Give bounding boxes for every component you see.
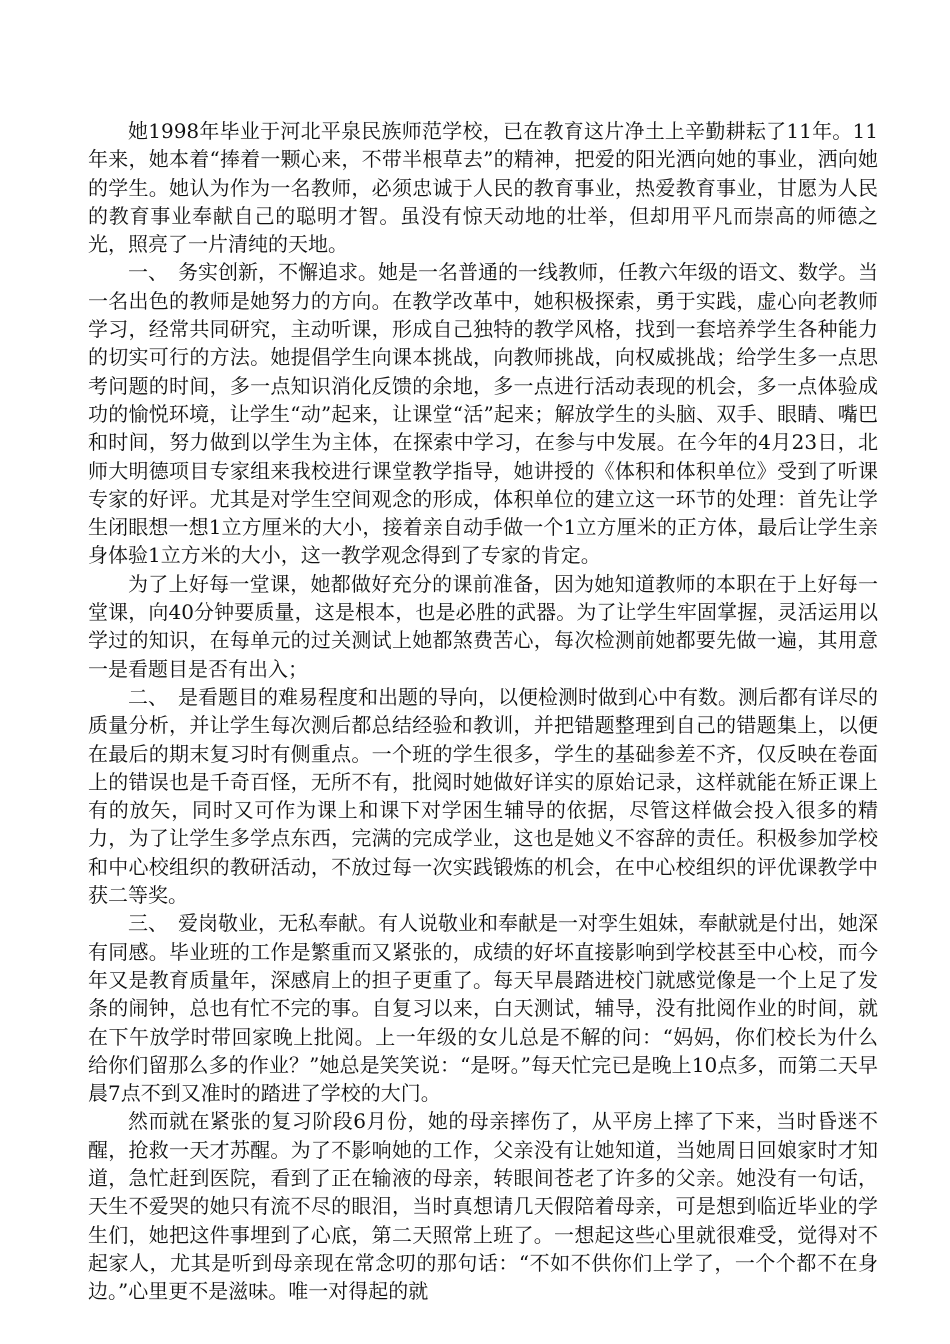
paragraph-lesson-preparation: 为了上好每一堂课，她都做好充分的课前准备，因为她知道教师的本职在于上好每一堂课，向40分钟要质量，这是根本，也是必胜的武器。为了让学生牢固掌握，灵活运用以学过的知识，在每单元的过关测试上她都煞费苦心，每次检测前她都要先做一遍，其用意一是看题目是否有出入； [88, 571, 878, 681]
paragraph-mother-injury: 然而就在紧张的复习阶段6月份，她的母亲摔伤了，从平房上摔了下来，当时昏迷不醒，抢救一天才苏醒。为了不影响她的工作，父亲没有让她知道，当她周日回娘家时才知道，急忙赶到医院，看到了正在输液的母亲，转眼间苍老了许多的父亲。她没有一句话，天生不爱哭的她只有流不尽的眼泪，当时真想请几天假陪着母亲，可是想到临近毕业的学生们，她把这件事埋到了心底，第二天照常上班了。一想起这些心里就很难受，觉得对不起家人，尤其是听到母亲现在常念叨的那句话：“不如不供你们上学了，一个个都不在身边。”心里更不是滋味。唯一对得起的就 [88, 1109, 878, 1304]
document-page [88, 117, 878, 1305]
paragraph-section-one: 一、 务实创新，不懈追求。她是一名普通的一线教师，任教六年级的语文、数学。当一名出色的教师是她努力的方向。在教学改革中，她积极探索，勇于实践，虚心向老教师学习，经常共同研究，主动听课，形成自己独特的教学风格，找到一套培养学生各种能力的切实可行的方法。她提倡学生向课本挑战，向教师挑战，向权威挑战；给学生多一点思考问题的时间，多一点知识消化反馈的余地，多一点进行活动表现的机会，多一点体验成功的愉悦环境，让学生“动”起来，让课堂“活”起来；解放学生的头脑、双手、眼睛、嘴巴和时间，努力做到以学生为主体，在探索中学习，在参与中发展。在今年的4月23日，北师大明德项目专家组来我校进行课堂教学指导，她讲授的《体积和体积单位》受到了听课专家的好评。尤其是对学生空间观念的形成，体积单位的建立这一环节的处理：首先让学生闭眼想一想1立方厘米的大小，接着亲自动手做一个1立方厘米的正方体，最后让学生亲身体验1立方米的大小，这一教学观念得到了专家的肯定。 [88, 260, 878, 568]
paragraph-section-three: 三、 爱岗敬业，无私奉献。有人说敬业和奉献是一对孪生姐妹，奉献就是付出，她深有同感。毕业班的工作是繁重而又紧张的，成绩的好坏直接影响到学校甚至中心校，而今年又是教育质量年，深感肩上的担子更重了。每天早晨踏进校门就感觉像是一个上足了发条的闹钟，总也有忙不完的事。自复习以来，白天测试，辅导，没有批阅作业的时间，就在下午放学时带回家晚上批阅。上一年级的女儿总是不解的问：“妈妈，你们校长为什么给你们留那么多的作业？”她总是笑笑说：“是呀。”每天忙完已是晚上10点多，而第二天早晨7点不到又准时的踏进了学校的大门。 [88, 911, 878, 1106]
paragraph-intro: 她1998年毕业于河北平泉民族师范学校，已在教育这片净土上辛勤耕耘了11年。11年来，她本着“捧着一颗心来，不带半根草去”的精神，把爱的阳光洒向她的事业，洒向她的学生。她认为作为一名教师，必须忠诚于人民的教育事业，热爱教育事业，甘愿为人民的教育事业奉献自己的聪明才智。虽没有惊天动地的壮举，但却用平凡而崇高的师德之光，照亮了一片清纯的天地。 [88, 119, 878, 257]
paragraph-section-two: 二、 是看题目的难易程度和出题的导向，以便检测时做到心中有数。测后都有详尽的质量分析，并让学生每次测后都总结经验和教训，并把错题整理到自己的错题集上，以便在最后的期末复习时有侧重点。一个班的学生很多，学生的基础参差不齐，仅反映在卷面上的错误也是千奇百怪，无所不有，批阅时她做好详实的原始记录，这样就能在矫正课上有的放矢，同时又可作为课上和课下对学困生辅导的依据，尽管这样做会投入很多的精力，为了让学生多学点东西，完满的完成学业，这也是她义不容辞的责任。积极参加学校和中心校组织的教研活动，不放过每一次实践锻炼的机会，在中心校组织的评优课教学中获二等奖。 [88, 684, 878, 908]
